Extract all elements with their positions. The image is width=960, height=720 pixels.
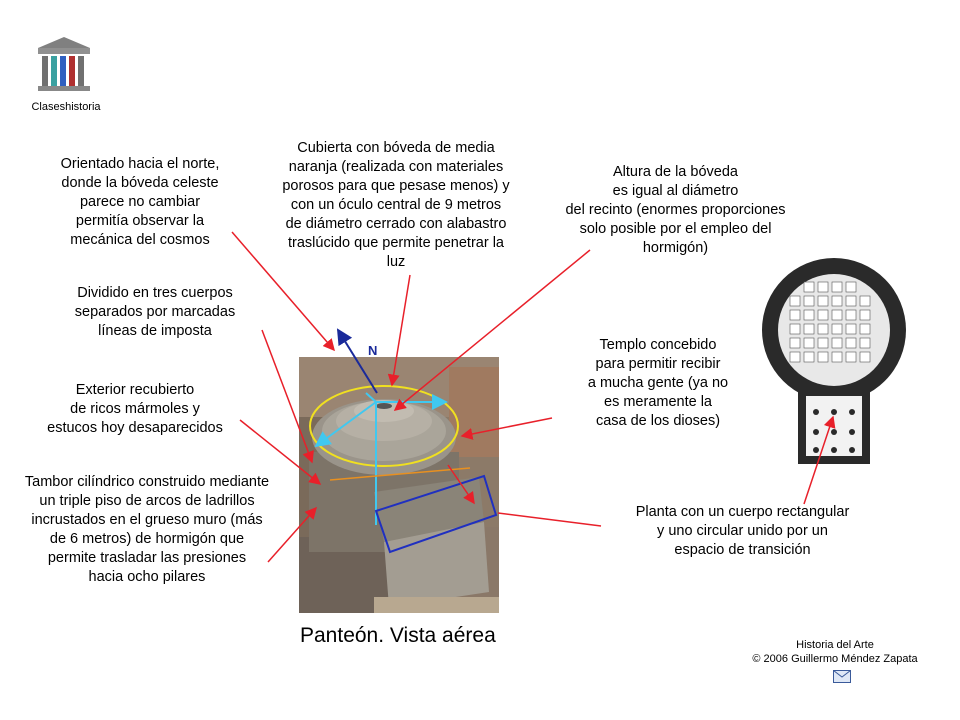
annotation-dome: Cubierta con bóveda de media naranja (realizada con materiales porosos para que pesase menos) y con un óculo central de 9 metros de diámetro cerrado con alabastro traslúcido que permite penetrar la luz xyxy=(282,140,510,270)
annotation-orientation: Orientado hacia el norte, donde la bóveda celeste parece no cambiar permitía observar la mecánica del cosmos xyxy=(60,156,220,248)
credits-copyright: © 2006 Guillermo Méndez Zapata xyxy=(752,653,918,665)
annotation-divided: Dividido en tres cuerpos separados por marcadas líneas de imposta xyxy=(74,285,236,339)
annotation-exterior: Exterior recubierto de ricos mármoles y estucos hoy desaparecidos xyxy=(47,382,223,436)
annotation-height: Altura de la bóveda es igual al diámetro del recinto (enormes proporciones solo posible por el empleo del hormigón) xyxy=(565,164,786,256)
image-caption: Panteón. Vista aérea xyxy=(300,624,496,647)
mail-icon[interactable] xyxy=(833,670,851,683)
annotation-drum: Tambor cilíndrico construido mediante un triple piso de arcos de ladrillos incrustados en el grueso muro (más de 6 metros) de hormigón que permite trasladar las presiones hacia ocho pilares xyxy=(24,474,270,585)
annotation-temple: Templo concebido para permitir recibir a mucha gente (ya no es meramente la casa de los dioses) xyxy=(587,337,729,429)
credits-subject: Historia del Arte xyxy=(796,639,874,651)
logo-label[interactable]: Claseshistoria xyxy=(31,101,101,113)
annotation-plan: Planta con un cuerpo rectangular y uno circular unido por un espacio de transición xyxy=(635,504,850,558)
north-label: N xyxy=(368,343,378,358)
